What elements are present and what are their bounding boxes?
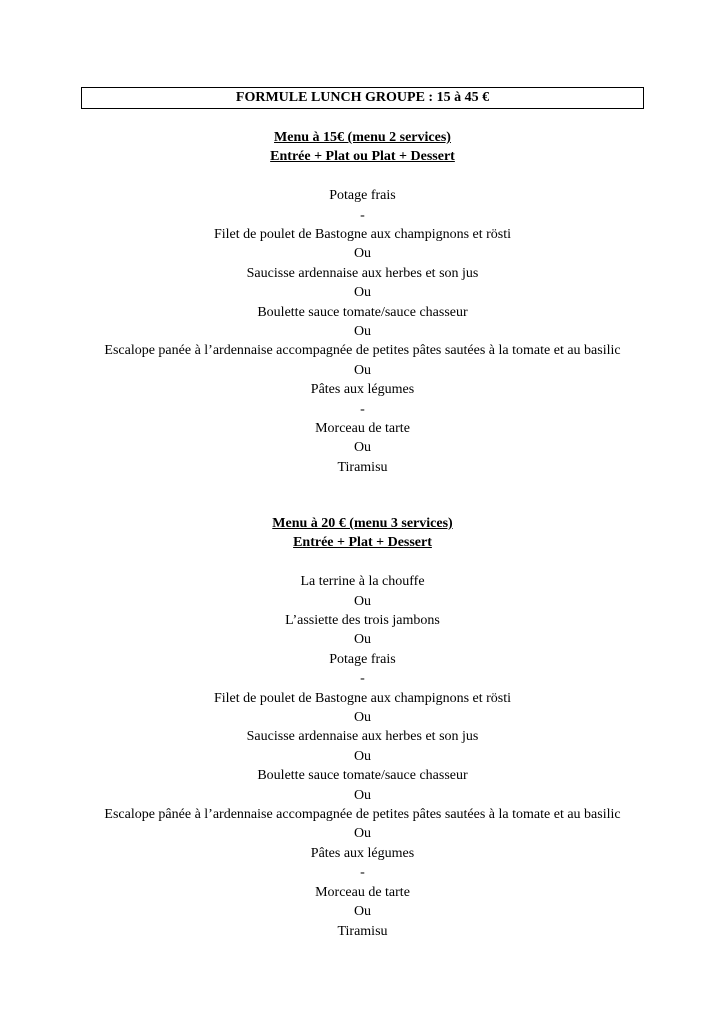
menu-line: L’assiette des trois jambons: [285, 613, 440, 629]
menu-or: Ou: [353, 362, 372, 378]
menu-separator: -: [360, 865, 365, 881]
menu-subheading: Entrée + Plat ou Plat + Dessert: [270, 149, 455, 165]
menu-line: Pâtes aux légumes: [310, 382, 415, 398]
menu-line: Escalope pânée à l’ardennaise accompagnée de petites pâtes sautées à la tomate et au basilic: [104, 807, 621, 823]
menu-line: Boulette sauce tomate/sauce chasseur: [257, 768, 468, 784]
menu-15-section: [0, 128, 725, 477]
menu-subheading: Entrée + Plat + Dessert: [293, 535, 432, 551]
menu-line: Saucisse ardennaise aux herbes et son jus: [246, 265, 479, 281]
menu-or: Ou: [353, 246, 372, 262]
menu-heading: Menu à 20 € (menu 3 services): [272, 516, 453, 531]
menu-line: Escalope panée à l’ardennaise accompagnée de petites pâtes sautées à la tomate et au basilic: [104, 343, 621, 359]
menu-separator: -: [360, 671, 365, 687]
menu-line: La terrine à la chouffe: [300, 574, 425, 590]
menu-or: Ou: [353, 593, 372, 609]
menu-line: Pâtes aux légumes: [310, 845, 415, 861]
menu-or: Ou: [353, 904, 372, 920]
menu-20-section: [0, 514, 725, 941]
menu-separator: -: [360, 207, 365, 223]
menu-or: Ou: [353, 285, 372, 301]
menu-or: Ou: [353, 826, 372, 842]
menu-line: Potage frais: [329, 188, 396, 204]
menu-line: Tiramisu: [337, 923, 388, 939]
page-title: FORMULE LUNCH GROUPE : 15 à 45 €: [81, 87, 644, 109]
menu-or: Ou: [353, 632, 372, 648]
menu-or: Ou: [353, 710, 372, 726]
menu-line: Saucisse ardennaise aux herbes et son jus: [246, 729, 479, 745]
menu-line: Morceau de tarte: [315, 884, 410, 900]
menu-or: Ou: [353, 324, 372, 340]
menu-line: Boulette sauce tomate/sauce chasseur: [257, 304, 468, 320]
menu-separator: -: [360, 401, 365, 417]
menu-line: Potage frais: [329, 651, 396, 667]
menu-heading: Menu à 15€ (menu 2 services): [274, 130, 451, 145]
spacer: [0, 167, 725, 186]
menu-or: Ou: [353, 748, 372, 764]
menu-line: Filet de poulet de Bastogne aux champignons et rösti: [213, 227, 512, 243]
menu-or: Ou: [353, 440, 372, 456]
menu-line: Filet de poulet de Bastogne aux champignons et rösti: [213, 690, 512, 706]
spacer: [0, 553, 725, 572]
menu-line: Morceau de tarte: [315, 421, 410, 437]
menu-or: Ou: [353, 787, 372, 803]
menu-line: Tiramisu: [337, 459, 388, 475]
